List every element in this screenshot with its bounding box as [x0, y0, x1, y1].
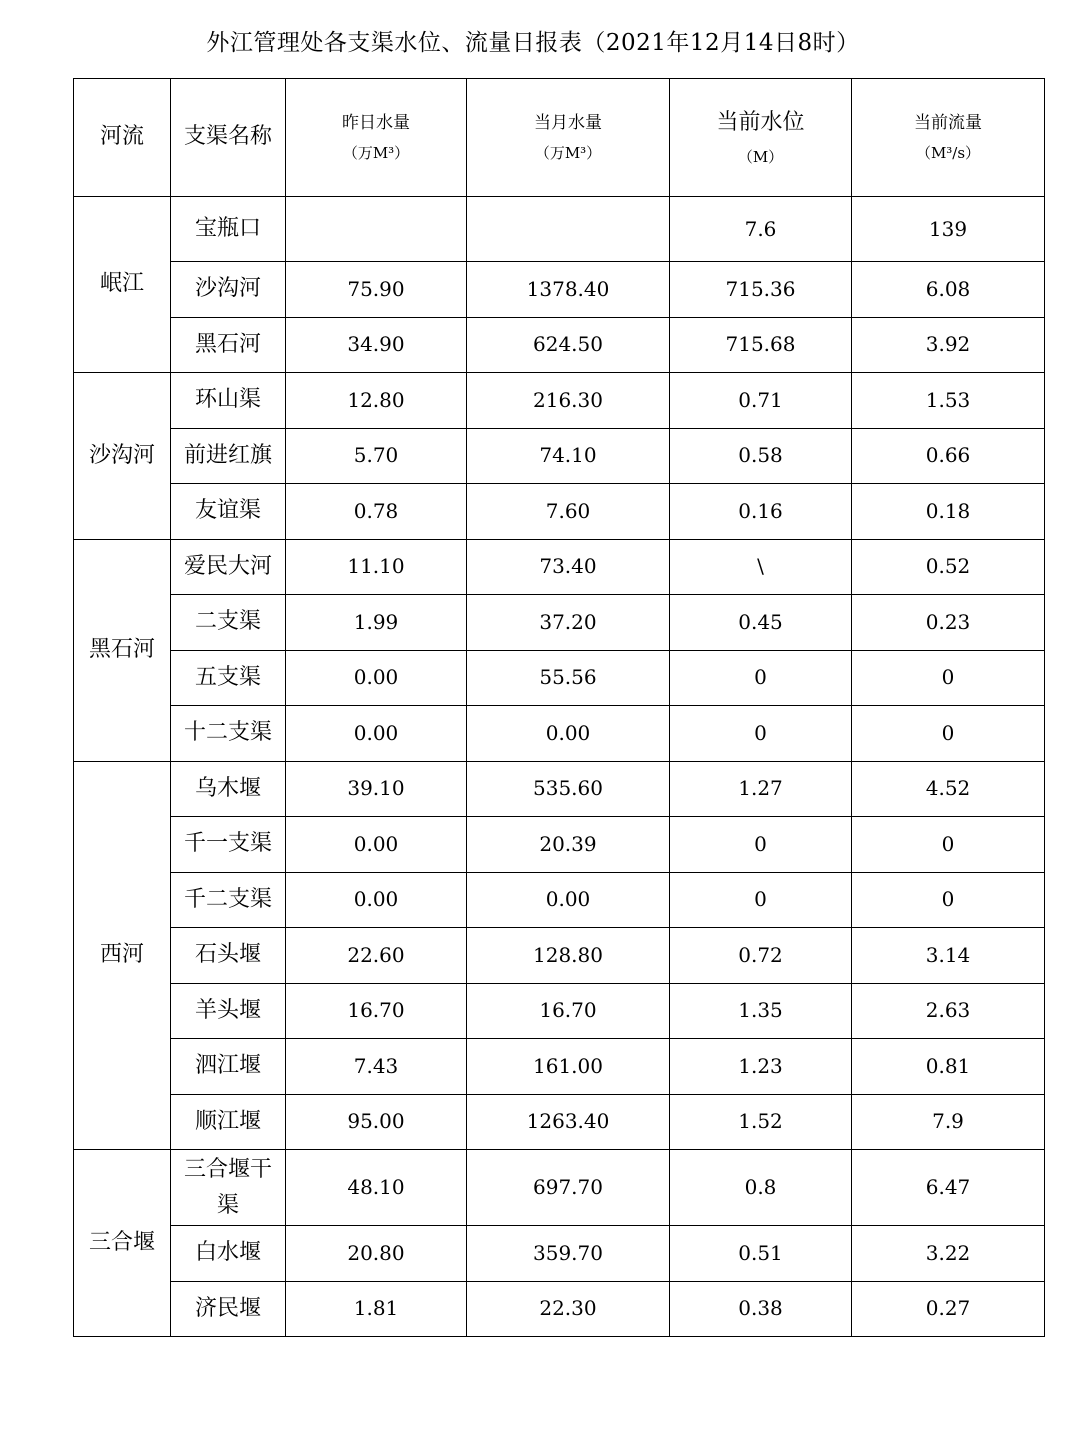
- river-cell: 黑石河: [74, 539, 171, 761]
- header-month-volume-label: 当月水量: [534, 112, 602, 133]
- table-row: [74, 428, 1045, 484]
- header-flow-unit: （M³/s）: [915, 144, 981, 163]
- month-volume-cell: 624.50: [467, 317, 670, 373]
- table-row: [74, 539, 1045, 595]
- water-level-cell: 0.16: [670, 484, 852, 540]
- yesterday-volume-cell: 7.43: [286, 1039, 467, 1095]
- month-volume-cell: 216.30: [467, 373, 670, 429]
- canal-name-cell: 十二支渠: [171, 706, 286, 762]
- yesterday-volume-cell: 1.81: [286, 1281, 467, 1337]
- table-row: [74, 197, 1045, 262]
- header-water-level-label: 当前水位: [716, 109, 805, 135]
- flow-cell: 0: [852, 706, 1045, 762]
- flow-cell: 0.66: [852, 428, 1045, 484]
- month-volume-cell: 20.39: [467, 817, 670, 873]
- canal-name-cell: 宝瓶口: [171, 197, 286, 262]
- canal-name-cell: 顺江堰: [171, 1094, 286, 1150]
- river-cell: 岷江: [74, 197, 171, 373]
- water-level-cell: 0.8: [670, 1150, 852, 1226]
- month-volume-cell: 55.56: [467, 650, 670, 706]
- yesterday-volume-cell: [286, 197, 467, 262]
- yesterday-volume-cell: 20.80: [286, 1226, 467, 1282]
- header-water-level: [670, 79, 852, 197]
- water-level-cell: 0.58: [670, 428, 852, 484]
- water-report-table: [73, 78, 1045, 1337]
- yesterday-volume-cell: 75.90: [286, 262, 467, 318]
- yesterday-volume-cell: 22.60: [286, 928, 467, 984]
- table-row: [74, 872, 1045, 928]
- month-volume-cell: 161.00: [467, 1039, 670, 1095]
- table-row: [74, 1150, 1045, 1226]
- water-level-cell: 0: [670, 706, 852, 762]
- month-volume-cell: 128.80: [467, 928, 670, 984]
- flow-cell: 0: [852, 650, 1045, 706]
- header-canal: 支渠名称: [171, 79, 286, 197]
- header-month-volume-unit: （万M³）: [534, 144, 602, 163]
- canal-name-cell: 千二支渠: [171, 872, 286, 928]
- water-level-cell: 1.52: [670, 1094, 852, 1150]
- river-cell: 西河: [74, 761, 171, 1150]
- flow-cell: 0: [852, 872, 1045, 928]
- header-river: 河流: [74, 79, 171, 197]
- flow-cell: 7.9: [852, 1094, 1045, 1150]
- table-row: [74, 650, 1045, 706]
- table-row: [74, 983, 1045, 1039]
- water-level-cell: 0.38: [670, 1281, 852, 1337]
- water-level-cell: 7.6: [670, 197, 852, 262]
- canal-name-cell: 羊头堰: [171, 983, 286, 1039]
- water-level-cell: 1.35: [670, 983, 852, 1039]
- header-yesterday-volume-label: 昨日水量: [342, 112, 410, 133]
- flow-cell: 0.52: [852, 539, 1045, 595]
- canal-name-cell: 二支渠: [171, 595, 286, 651]
- canal-name-cell: 沙沟河: [171, 262, 286, 318]
- canal-name-cell: 石头堰: [171, 928, 286, 984]
- table-row: [74, 1281, 1045, 1337]
- river-cell: 三合堰: [74, 1150, 171, 1337]
- yesterday-volume-cell: 11.10: [286, 539, 467, 595]
- flow-cell: 3.22: [852, 1226, 1045, 1282]
- water-level-cell: 715.36: [670, 262, 852, 318]
- water-level-cell: 1.27: [670, 761, 852, 817]
- water-level-cell: 0.45: [670, 595, 852, 651]
- month-volume-cell: 0.00: [467, 872, 670, 928]
- month-volume-cell: 73.40: [467, 539, 670, 595]
- table-row: [74, 928, 1045, 984]
- canal-name-cell: 泗江堰: [171, 1039, 286, 1095]
- month-volume-cell: 22.30: [467, 1281, 670, 1337]
- water-level-cell: 0.71: [670, 373, 852, 429]
- table-row: [74, 1226, 1045, 1282]
- water-level-cell: 0.72: [670, 928, 852, 984]
- table-row: [74, 1039, 1045, 1095]
- table-row: [74, 317, 1045, 373]
- report-title: 外江管理处各支渠水位、流量日报表（2021年12月14日8时）: [206, 30, 860, 56]
- water-level-cell: 1.23: [670, 1039, 852, 1095]
- yesterday-volume-cell: 39.10: [286, 761, 467, 817]
- table-row: [74, 1094, 1045, 1150]
- flow-cell: 3.14: [852, 928, 1045, 984]
- canal-name-cell: 济民堰: [171, 1281, 286, 1337]
- flow-cell: 0.23: [852, 595, 1045, 651]
- table-row: [74, 484, 1045, 540]
- header-row: [74, 79, 1045, 197]
- table-row: [74, 262, 1045, 318]
- canal-name-cell: 爱民大河: [171, 539, 286, 595]
- water-level-cell: 715.68: [670, 317, 852, 373]
- yesterday-volume-cell: 0.78: [286, 484, 467, 540]
- table-row: [74, 761, 1045, 817]
- flow-cell: 6.08: [852, 262, 1045, 318]
- yesterday-volume-cell: 0.00: [286, 817, 467, 873]
- flow-cell: 6.47: [852, 1150, 1045, 1226]
- header-flow: [852, 79, 1045, 197]
- flow-cell: 3.92: [852, 317, 1045, 373]
- water-level-cell: 0.51: [670, 1226, 852, 1282]
- flow-cell: 0: [852, 817, 1045, 873]
- yesterday-volume-cell: 0.00: [286, 706, 467, 762]
- month-volume-cell: 0.00: [467, 706, 670, 762]
- canal-name-cell: 千一支渠: [171, 817, 286, 873]
- canal-name-cell: 前进红旗: [171, 428, 286, 484]
- table-row: [74, 595, 1045, 651]
- table-row: [74, 373, 1045, 429]
- canal-name-cell: 环山渠: [171, 373, 286, 429]
- header-month-volume: [467, 79, 670, 197]
- yesterday-volume-cell: 95.00: [286, 1094, 467, 1150]
- flow-cell: 2.63: [852, 983, 1045, 1039]
- yesterday-volume-cell: 12.80: [286, 373, 467, 429]
- header-yesterday-volume: [286, 79, 467, 197]
- header-yesterday-volume-unit: （万M³）: [342, 144, 410, 163]
- flow-cell: 1.53: [852, 373, 1045, 429]
- month-volume-cell: 535.60: [467, 761, 670, 817]
- canal-name-cell: 黑石河: [171, 317, 286, 373]
- water-level-cell: 0: [670, 872, 852, 928]
- month-volume-cell: 1263.40: [467, 1094, 670, 1150]
- report-body: [74, 197, 1045, 1337]
- canal-name-cell: 白水堰: [171, 1226, 286, 1282]
- flow-cell: 4.52: [852, 761, 1045, 817]
- month-volume-cell: 37.20: [467, 595, 670, 651]
- water-level-cell: \: [670, 539, 852, 595]
- canal-name-cell: 五支渠: [171, 650, 286, 706]
- flow-cell: 0.81: [852, 1039, 1045, 1095]
- flow-cell: 0.27: [852, 1281, 1045, 1337]
- flow-cell: 139: [852, 197, 1045, 262]
- canal-name-cell: 友谊渠: [171, 484, 286, 540]
- yesterday-volume-cell: 34.90: [286, 317, 467, 373]
- water-level-cell: 0: [670, 650, 852, 706]
- month-volume-cell: 359.70: [467, 1226, 670, 1282]
- canal-name-cell: 三合堰干渠: [171, 1150, 286, 1226]
- yesterday-volume-cell: 16.70: [286, 983, 467, 1039]
- water-level-cell: 0: [670, 817, 852, 873]
- header-flow-label: 当前流量: [914, 112, 982, 133]
- canal-name-cell: 乌木堰: [171, 761, 286, 817]
- flow-cell: 0.18: [852, 484, 1045, 540]
- river-cell: 沙沟河: [74, 373, 171, 540]
- yesterday-volume-cell: 0.00: [286, 872, 467, 928]
- month-volume-cell: [467, 197, 670, 262]
- yesterday-volume-cell: 1.99: [286, 595, 467, 651]
- month-volume-cell: 74.10: [467, 428, 670, 484]
- yesterday-volume-cell: 0.00: [286, 650, 467, 706]
- month-volume-cell: 7.60: [467, 484, 670, 540]
- yesterday-volume-cell: 5.70: [286, 428, 467, 484]
- month-volume-cell: 697.70: [467, 1150, 670, 1226]
- yesterday-volume-cell: 48.10: [286, 1150, 467, 1226]
- month-volume-cell: 1378.40: [467, 262, 670, 318]
- table-row: [74, 706, 1045, 762]
- table-row: [74, 817, 1045, 873]
- month-volume-cell: 16.70: [467, 983, 670, 1039]
- header-water-level-unit: （M）: [737, 147, 784, 166]
